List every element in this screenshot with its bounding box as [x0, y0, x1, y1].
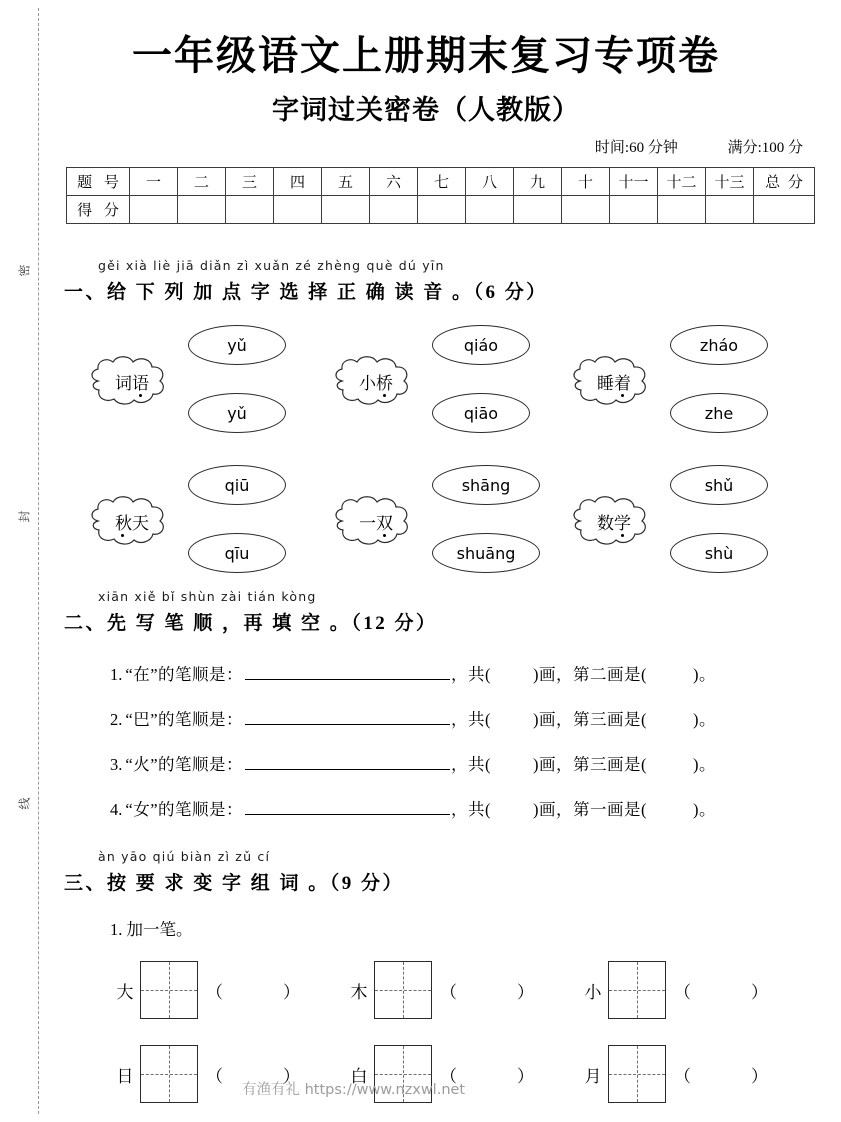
seal-margin [0, 0, 46, 1122]
exam-meta [595, 136, 803, 157]
item-index: 1. [110, 665, 123, 684]
emphasis-dot-icon [621, 534, 624, 537]
pinyin-option-bottom[interactable]: yǔ [188, 393, 286, 433]
watermark: 有渔有礼 https://www.nzxwl.net [242, 1082, 466, 1098]
total-score-header: 总 分 [754, 168, 815, 196]
item-lead-text: “火”的笔顺是： [125, 755, 244, 774]
exam-page [46, 0, 841, 1122]
question-number-11: 十一 [610, 168, 658, 196]
pinyin-option-bottom[interactable]: qīu [188, 533, 286, 573]
tianzige-box[interactable] [374, 961, 432, 1019]
score-cell-7[interactable] [418, 196, 466, 224]
answer-paren-close: ） [283, 1066, 300, 1086]
item-end-text: )。 [693, 800, 717, 819]
answer-paren-open: （ [674, 1066, 691, 1086]
section1-title: 一、给 下 列 加 点 字 选 择 正 确 读 音 。（6 分） [64, 282, 548, 303]
emphasis-dot-icon [383, 394, 386, 397]
score-cell-9[interactable] [514, 196, 562, 224]
question-number-8: 八 [466, 168, 514, 196]
pinyin-option-top[interactable]: qiáo [432, 325, 530, 365]
score-cell-3[interactable] [226, 196, 274, 224]
question-number-9: 九 [514, 168, 562, 196]
table-row-question-numbers [67, 168, 815, 196]
item-lead-text: “女”的笔顺是： [125, 800, 244, 819]
emphasis-dot-icon [139, 394, 142, 397]
score-cell-4[interactable] [274, 196, 322, 224]
pinyin-choice-group-4 [84, 465, 314, 577]
question-number-4: 四 [274, 168, 322, 196]
pinyin-choice-group-5 [328, 465, 558, 577]
question-number-13: 十三 [706, 168, 754, 196]
tianzige-box[interactable] [608, 961, 666, 1019]
section2-title: 二、先 写 笔 顺 ，再 填 空 。（12 分） [64, 613, 438, 634]
pinyin-option-bottom[interactable]: shù [670, 533, 768, 573]
pinyin-choice-group-1 [84, 325, 314, 437]
item-mid-text: ，共( [451, 800, 492, 819]
section2-pinyin: xiān xiě bǐ shùn zài tián kòng [98, 589, 317, 604]
stroke-order-item-4 [110, 796, 810, 820]
item-lead-text: “巴”的笔顺是： [125, 710, 244, 729]
question-number-1: 一 [130, 168, 178, 196]
grid-horizontal-guide [609, 990, 665, 991]
base-character: 木 [350, 982, 368, 1002]
total-score-cell[interactable] [754, 196, 815, 224]
item-mid-text: ，共( [451, 710, 492, 729]
time-limit-label: 时间:60 分钟 [594, 140, 678, 156]
stroke-order-blank[interactable] [245, 799, 450, 815]
score-cell-6[interactable] [370, 196, 418, 224]
item-index: 2. [110, 710, 123, 729]
score-cell-8[interactable] [466, 196, 514, 224]
score-cell-13[interactable] [706, 196, 754, 224]
stroke-order-blank[interactable] [245, 754, 450, 770]
question-number-7: 七 [418, 168, 466, 196]
cloud-word: 秋天 [115, 513, 149, 533]
tianzige-box[interactable] [140, 1045, 198, 1103]
base-character: 白 [350, 1066, 368, 1086]
cloud-word: 睡着 [597, 373, 631, 393]
item-after-paren-text: )画，第三画是( [533, 755, 648, 774]
base-character: 月 [584, 1066, 602, 1086]
pinyin-option-top[interactable]: qiū [188, 465, 286, 505]
pinyin-choice-group-3 [566, 325, 796, 437]
table-row-scores [67, 196, 815, 224]
item-end-text: )。 [693, 665, 717, 684]
answer-paren-close: ） [283, 982, 300, 1002]
grid-horizontal-guide [375, 1074, 431, 1075]
answer-paren-open: （ [440, 982, 457, 1002]
row-header-question-number: 题 号 [67, 168, 130, 196]
answer-paren-open: （ [206, 1066, 223, 1086]
grid-horizontal-guide [141, 990, 197, 991]
row-header-score: 得 分 [67, 196, 130, 224]
emphasis-dot-icon [621, 394, 624, 397]
answer-paren-open: （ [206, 982, 223, 1002]
answer-paren-close: ） [751, 982, 768, 1002]
score-table [66, 167, 815, 224]
question-number-5: 五 [322, 168, 370, 196]
question-number-2: 二 [178, 168, 226, 196]
cloud-shape [328, 493, 424, 549]
section3-title: 三、按 要 求 变 字 组 词 。（9 分） [64, 873, 405, 894]
score-cell-10[interactable] [562, 196, 610, 224]
stroke-order-blank[interactable] [245, 709, 450, 725]
question-number-10: 十 [562, 168, 610, 196]
score-cell-11[interactable] [610, 196, 658, 224]
item-mid-text: ，共( [451, 755, 492, 774]
tianzige-box[interactable] [140, 961, 198, 1019]
page-title: 一年级语文上册期末复习专项卷 [132, 33, 720, 78]
pinyin-option-bottom[interactable]: shuāng [432, 533, 540, 573]
answer-paren-open: （ [440, 1066, 457, 1086]
grid-horizontal-guide [609, 1074, 665, 1075]
cloud-word: 词语 [115, 373, 149, 393]
item-end-text: )。 [693, 755, 717, 774]
item-after-paren-text: )画，第三画是( [533, 710, 648, 729]
stroke-order-item-2 [110, 706, 810, 730]
cloud-shape [84, 493, 180, 549]
item-index: 3. [110, 755, 123, 774]
question-number-3: 三 [226, 168, 274, 196]
cloud-shape [328, 353, 424, 409]
full-score-label: 满分:100 分 [727, 140, 803, 156]
seal-char-feng: 封 [17, 510, 32, 523]
item-after-paren-text: )画，第一画是( [533, 800, 648, 819]
pinyin-option-top[interactable]: zháo [670, 325, 768, 365]
add-stroke-cell-3 [580, 958, 768, 1022]
pinyin-option-top[interactable]: shāng [432, 465, 540, 505]
add-stroke-cell-6 [580, 1042, 768, 1106]
seal-char-xian: 线 [17, 797, 32, 810]
base-character: 大 [116, 982, 134, 1002]
item-index: 4. [110, 800, 123, 819]
score-cell-12[interactable] [658, 196, 706, 224]
cloud-shape [84, 353, 180, 409]
score-cell-1[interactable] [130, 196, 178, 224]
stroke-order-blank[interactable] [245, 664, 450, 680]
score-cell-2[interactable] [178, 196, 226, 224]
cloud-shape [566, 353, 662, 409]
pinyin-choice-group-2 [328, 325, 558, 437]
section3-pinyin: àn yāo qiú biàn zì zǔ cí [98, 849, 271, 864]
grid-horizontal-guide [141, 1074, 197, 1075]
emphasis-dot-icon [383, 534, 386, 537]
cloud-word: 数学 [597, 513, 631, 533]
pinyin-option-top[interactable]: yǔ [188, 325, 286, 365]
cloud-word: 一双 [359, 513, 393, 533]
base-character: 日 [116, 1066, 134, 1086]
section3-sub-instruction: 1. 加一笔。 [110, 920, 193, 939]
stroke-order-item-1 [110, 661, 810, 685]
answer-paren-open: （ [674, 982, 691, 1002]
item-mid-text: ，共( [451, 665, 492, 684]
answer-paren-close: ） [517, 982, 534, 1002]
pinyin-choice-group-6 [566, 465, 796, 577]
seal-char-mi: 密 [17, 264, 32, 277]
emphasis-dot-icon [121, 534, 124, 537]
cloud-word: 小桥 [359, 373, 393, 393]
seal-dashed-line [38, 8, 39, 1114]
grid-horizontal-guide [375, 990, 431, 991]
add-stroke-cell-2 [346, 958, 534, 1022]
pinyin-option-bottom[interactable]: qiāo [432, 393, 530, 433]
answer-paren-close: ） [751, 1066, 768, 1086]
page-subtitle: 字词过关密卷（人教版） [272, 95, 580, 125]
item-end-text: )。 [693, 710, 717, 729]
score-cell-5[interactable] [322, 196, 370, 224]
base-character: 小 [584, 982, 602, 1002]
pinyin-option-top[interactable]: shǔ [670, 465, 768, 505]
item-after-paren-text: )画，第二画是( [533, 665, 648, 684]
question-number-6: 六 [370, 168, 418, 196]
section1-pinyin: gěi xià liè jiā diǎn zì xuǎn zé zhèng què dú yīn [98, 258, 445, 273]
cloud-shape [566, 493, 662, 549]
stroke-order-item-3 [110, 751, 810, 775]
item-lead-text: “在”的笔顺是： [125, 665, 244, 684]
pinyin-option-bottom[interactable]: zhe [670, 393, 768, 433]
add-stroke-cell-1 [112, 958, 300, 1022]
tianzige-box[interactable] [608, 1045, 666, 1103]
question-number-12: 十二 [658, 168, 706, 196]
answer-paren-close: ） [517, 1066, 534, 1086]
